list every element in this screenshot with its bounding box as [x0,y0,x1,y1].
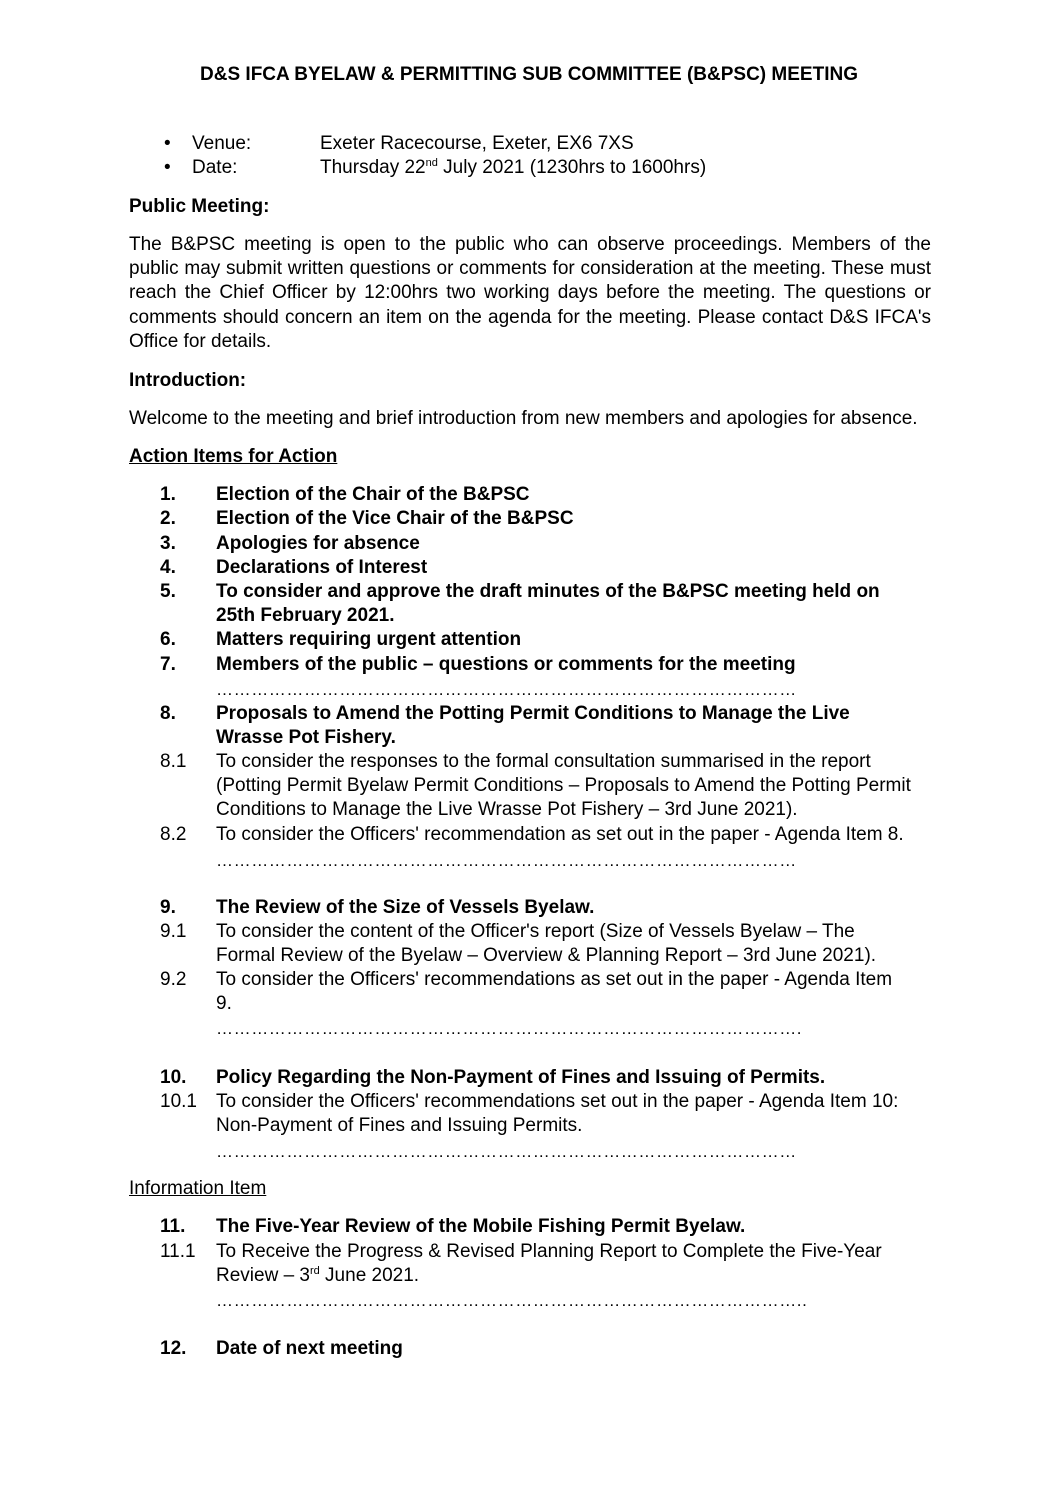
subitem-text-continued: Review – 3rd June 2021. [216,1265,420,1286]
venue-value: Exeter Racecourse, Exeter, EX6 7XS [320,133,634,154]
public-meeting-heading: Public Meeting: [129,196,270,217]
item-title: The Review of the Size of Vessels Byelaw. [216,897,595,918]
item-number: 6. [160,629,176,650]
subitem-text-continued: Formal Review of the Byelaw – Overview & Planning Report – 3rd June 2021). [216,945,877,966]
item-title: Proposals to Amend the Potting Permit Conditions to Manage the Live [216,703,850,724]
subitem-text: To consider the Officers' recommendation as set out in the paper - Agenda Item 8. [216,824,904,845]
venue-label: Venue: [192,133,252,154]
subitem-number: 8.1 [160,751,187,772]
subitem-number: 9.2 [160,969,187,990]
item-title: To consider and approve the draft minutes of the B&PSC meeting held on [216,581,880,602]
item-number: 5. [160,581,176,602]
action-items-heading: Action Items for Action [129,446,338,467]
item-title: Apologies for absence [216,533,420,554]
subitem-text-continued: Conditions to Manage the Live Wrasse Pot Fishery – 3rd June 2021). [216,799,798,820]
item-number: 4. [160,557,176,578]
item-number: 11. [160,1216,186,1237]
subitem-number: 11.1 [160,1241,196,1262]
item-title: Date of next meeting [216,1338,403,1359]
date-value: Thursday 22nd July 2021 (1230hrs to 1600hrs) [320,157,707,178]
dotted-line: ……………………………………………………………………………………… [216,851,797,870]
document-title: D&S IFCA BYELAW & PERMITTING SUB COMMITTEE (B&PSC) MEETING [200,64,858,85]
subitem-text: To Receive the Progress & Revised Planning Report to Complete the Five-Year [216,1241,882,1262]
item-title: Declarations of Interest [216,557,428,578]
subitem-text-continued: (Potting Permit Byelaw Permit Conditions – Proposals to Amend the Potting Permit [216,775,911,796]
item-number: 10. [160,1067,187,1088]
subitem-number: 10.1 [160,1091,197,1112]
subitem-text: To consider the content of the Officer's report (Size of Vessels Byelaw – The [216,921,855,942]
item-number: 12. [160,1338,187,1359]
item-title: The Five-Year Review of the Mobile Fishing Permit Byelaw. [216,1216,746,1237]
subitem-number: 8.2 [160,824,187,845]
item-number: 2. [160,508,176,529]
item-number: 1. [160,484,176,505]
subitem-text: To consider the Officers' recommendations as set out in the paper - Agenda Item [216,969,893,990]
bullet-venue: • [164,133,171,154]
dotted-line: ……………………………………………………………………………………… [216,1142,797,1161]
introduction-text: Welcome to the meeting and brief introduction from new members and apologies for absence. [129,408,918,429]
subitem-text: To consider the Officers' recommendations set out in the paper - Agenda Item 10: [216,1091,899,1112]
item-number: 7. [160,654,176,675]
item-title: Members of the public – questions or comments for the meeting [216,654,796,675]
bullet-date: • [164,157,171,178]
information-item-heading: Information Item [129,1178,267,1199]
item-title-continued: Wrasse Pot Fishery. [216,727,396,748]
subitem-text-continued: Non-Payment of Fines and Issuing Permits. [216,1115,583,1136]
dotted-line: ……………………………………………………………………………………….. [216,1291,808,1310]
item-title: Policy Regarding the Non-Payment of Fines and Issuing of Permits. [216,1067,826,1088]
item-number: 8. [160,703,176,724]
item-number: 3. [160,533,176,554]
date-label: Date: [192,157,238,178]
item-number: 9. [160,897,176,918]
item-title: Election of the Chair of the B&PSC [216,484,530,505]
dotted-line: ……………………………………………………………………………………… [216,680,797,699]
subitem-text: To consider the responses to the formal consultation summarised in the report [216,751,871,772]
item-title: Matters requiring urgent attention [216,629,522,650]
public-meeting-text: The B&PSC meeting is open to the public who can observe proceedings. Members of the public may submit written questions or comments for consideration at the meeting. These must reach the Chief Officer by 12:00hrs two working days before the meeting. The questions or comments should concern an item on the agenda for the meeting. Please contact D&S IFCA's Office for details. [129,234,931,352]
subitem-text-continued: 9. [216,993,232,1014]
dotted-line: ………………………………………………………………………………………. [216,1019,803,1038]
introduction-heading: Introduction: [129,370,247,391]
item-title-continued: 25th February 2021. [216,605,395,626]
subitem-number: 9.1 [160,921,187,942]
item-title: Election of the Vice Chair of the B&PSC [216,508,574,529]
